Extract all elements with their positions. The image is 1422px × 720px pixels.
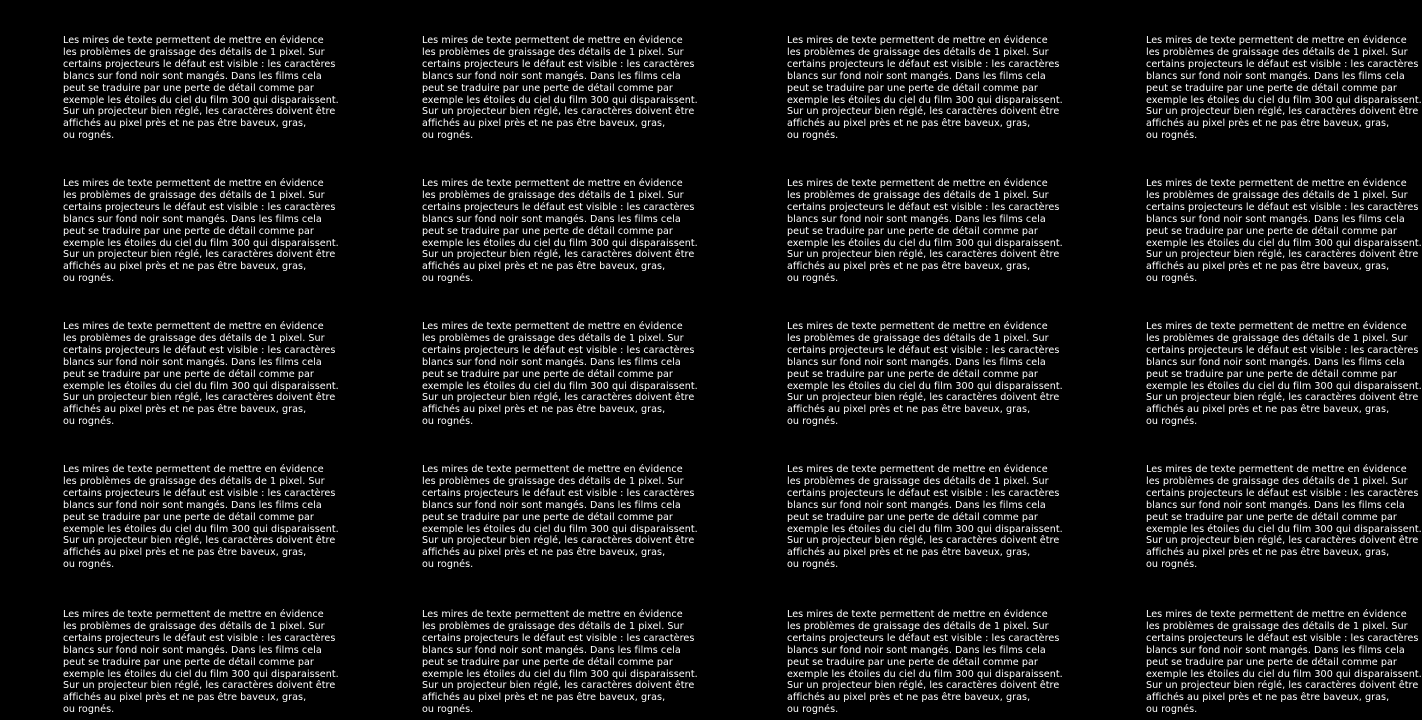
text-paragraph: Les mires de texte permettent de mettre en évidence les problèmes de graissage des détails de 1 pixel. Sur certains projecteurs le défaut est visible : les caractères blancs sur fond noir sont mangés. Dans les films cela peut se traduire par une perte de détail comme par exemple les étoiles du ciel du film 300 qui disparaissent. Sur un projecteur bien réglé, les caractères doivent être affichés au pixel près et ne pas être baveux, gras, ou rognés. xyxy=(63,321,339,428)
text-paragraph: Les mires de texte permettent de mettre en évidence les problèmes de graissage des détails de 1 pixel. Sur certains projecteurs le défaut est visible : les caractères blancs sur fond noir sont mangés. Dans les films cela peut se traduire par une perte de détail comme par exemple les étoiles du ciel du film 300 qui disparaissent. Sur un projecteur bien réglé, les caractères doivent être affichés au pixel près et ne pas être baveux, gras, ou rognés. xyxy=(63,35,339,142)
text-paragraph: Les mires de texte permettent de mettre en évidence les problèmes de graissage des détails de 1 pixel. Sur certains projecteurs le défaut est visible : les caractères blancs sur fond noir sont mangés. Dans les films cela peut se traduire par une perte de détail comme par exemple les étoiles du ciel du film 300 qui disparaissent. Sur un projecteur bien réglé, les caractères doivent être affichés au pixel près et ne pas être baveux, gras, ou rognés. xyxy=(63,609,339,716)
text-paragraph: Les mires de texte permettent de mettre en évidence les problèmes de graissage des détails de 1 pixel. Sur certains projecteurs le défaut est visible : les caractères blancs sur fond noir sont mangés. Dans les films cela peut se traduire par une perte de détail comme par exemple les étoiles du ciel du film 300 qui disparaissent. Sur un projecteur bien réglé, les caractères doivent être affichés au pixel près et ne pas être baveux, gras, ou rognés. xyxy=(1146,35,1422,142)
text-paragraph: Les mires de texte permettent de mettre en évidence les problèmes de graissage des détails de 1 pixel. Sur certains projecteurs le défaut est visible : les caractères blancs sur fond noir sont mangés. Dans les films cela peut se traduire par une perte de détail comme par exemple les étoiles du ciel du film 300 qui disparaissent. Sur un projecteur bien réglé, les caractères doivent être affichés au pixel près et ne pas être baveux, gras, ou rognés. xyxy=(422,178,698,285)
text-paragraph: Les mires de texte permettent de mettre en évidence les problèmes de graissage des détails de 1 pixel. Sur certains projecteurs le défaut est visible : les caractères blancs sur fond noir sont mangés. Dans les films cela peut se traduire par une perte de détail comme par exemple les étoiles du ciel du film 300 qui disparaissent. Sur un projecteur bien réglé, les caractères doivent être affichés au pixel près et ne pas être baveux, gras, ou rognés. xyxy=(1146,321,1422,428)
text-paragraph: Les mires de texte permettent de mettre en évidence les problèmes de graissage des détails de 1 pixel. Sur certains projecteurs le défaut est visible : les caractères blancs sur fond noir sont mangés. Dans les films cela peut se traduire par une perte de détail comme par exemple les étoiles du ciel du film 300 qui disparaissent. Sur un projecteur bien réglé, les caractères doivent être affichés au pixel près et ne pas être baveux, gras, ou rognés. xyxy=(787,609,1063,716)
text-paragraph: Les mires de texte permettent de mettre en évidence les problèmes de graissage des détails de 1 pixel. Sur certains projecteurs le défaut est visible : les caractères blancs sur fond noir sont mangés. Dans les films cela peut se traduire par une perte de détail comme par exemple les étoiles du ciel du film 300 qui disparaissent. Sur un projecteur bien réglé, les caractères doivent être affichés au pixel près et ne pas être baveux, gras, ou rognés. xyxy=(63,178,339,285)
text-paragraph: Les mires de texte permettent de mettre en évidence les problèmes de graissage des détails de 1 pixel. Sur certains projecteurs le défaut est visible : les caractères blancs sur fond noir sont mangés. Dans les films cela peut se traduire par une perte de détail comme par exemple les étoiles du ciel du film 300 qui disparaissent. Sur un projecteur bien réglé, les caractères doivent être affichés au pixel près et ne pas être baveux, gras, ou rognés. xyxy=(1146,178,1422,285)
text-paragraph: Les mires de texte permettent de mettre en évidence les problèmes de graissage des détails de 1 pixel. Sur certains projecteurs le défaut est visible : les caractères blancs sur fond noir sont mangés. Dans les films cela peut se traduire par une perte de détail comme par exemple les étoiles du ciel du film 300 qui disparaissent. Sur un projecteur bien réglé, les caractères doivent être affichés au pixel près et ne pas être baveux, gras, ou rognés. xyxy=(1146,464,1422,571)
text-paragraph: Les mires de texte permettent de mettre en évidence les problèmes de graissage des détails de 1 pixel. Sur certains projecteurs le défaut est visible : les caractères blancs sur fond noir sont mangés. Dans les films cela peut se traduire par une perte de détail comme par exemple les étoiles du ciel du film 300 qui disparaissent. Sur un projecteur bien réglé, les caractères doivent être affichés au pixel près et ne pas être baveux, gras, ou rognés. xyxy=(787,178,1063,285)
text-paragraph: Les mires de texte permettent de mettre en évidence les problèmes de graissage des détails de 1 pixel. Sur certains projecteurs le défaut est visible : les caractères blancs sur fond noir sont mangés. Dans les films cela peut se traduire par une perte de détail comme par exemple les étoiles du ciel du film 300 qui disparaissent. Sur un projecteur bien réglé, les caractères doivent être affichés au pixel près et ne pas être baveux, gras, ou rognés. xyxy=(787,321,1063,428)
text-paragraph: Les mires de texte permettent de mettre en évidence les problèmes de graissage des détails de 1 pixel. Sur certains projecteurs le défaut est visible : les caractères blancs sur fond noir sont mangés. Dans les films cela peut se traduire par une perte de détail comme par exemple les étoiles du ciel du film 300 qui disparaissent. Sur un projecteur bien réglé, les caractères doivent être affichés au pixel près et ne pas être baveux, gras, ou rognés. xyxy=(422,321,698,428)
text-paragraph: Les mires de texte permettent de mettre en évidence les problèmes de graissage des détails de 1 pixel. Sur certains projecteurs le défaut est visible : les caractères blancs sur fond noir sont mangés. Dans les films cela peut se traduire par une perte de détail comme par exemple les étoiles du ciel du film 300 qui disparaissent. Sur un projecteur bien réglé, les caractères doivent être affichés au pixel près et ne pas être baveux, gras, ou rognés. xyxy=(63,464,339,571)
text-paragraph: Les mires de texte permettent de mettre en évidence les problèmes de graissage des détails de 1 pixel. Sur certains projecteurs le défaut est visible : les caractères blancs sur fond noir sont mangés. Dans les films cela peut se traduire par une perte de détail comme par exemple les étoiles du ciel du film 300 qui disparaissent. Sur un projecteur bien réglé, les caractères doivent être affichés au pixel près et ne pas être baveux, gras, ou rognés. xyxy=(422,464,698,571)
text-paragraph: Les mires de texte permettent de mettre en évidence les problèmes de graissage des détails de 1 pixel. Sur certains projecteurs le défaut est visible : les caractères blancs sur fond noir sont mangés. Dans les films cela peut se traduire par une perte de détail comme par exemple les étoiles du ciel du film 300 qui disparaissent. Sur un projecteur bien réglé, les caractères doivent être affichés au pixel près et ne pas être baveux, gras, ou rognés. xyxy=(422,35,698,142)
text-paragraph: Les mires de texte permettent de mettre en évidence les problèmes de graissage des détails de 1 pixel. Sur certains projecteurs le défaut est visible : les caractères blancs sur fond noir sont mangés. Dans les films cela peut se traduire par une perte de détail comme par exemple les étoiles du ciel du film 300 qui disparaissent. Sur un projecteur bien réglé, les caractères doivent être affichés au pixel près et ne pas être baveux, gras, ou rognés. xyxy=(422,609,698,716)
text-paragraph: Les mires de texte permettent de mettre en évidence les problèmes de graissage des détails de 1 pixel. Sur certains projecteurs le défaut est visible : les caractères blancs sur fond noir sont mangés. Dans les films cela peut se traduire par une perte de détail comme par exemple les étoiles du ciel du film 300 qui disparaissent. Sur un projecteur bien réglé, les caractères doivent être affichés au pixel près et ne pas être baveux, gras, ou rognés. xyxy=(787,464,1063,571)
text-paragraph: Les mires de texte permettent de mettre en évidence les problèmes de graissage des détails de 1 pixel. Sur certains projecteurs le défaut est visible : les caractères blancs sur fond noir sont mangés. Dans les films cela peut se traduire par une perte de détail comme par exemple les étoiles du ciel du film 300 qui disparaissent. Sur un projecteur bien réglé, les caractères doivent être affichés au pixel près et ne pas être baveux, gras, ou rognés. xyxy=(1146,609,1422,716)
text-paragraph: Les mires de texte permettent de mettre en évidence les problèmes de graissage des détails de 1 pixel. Sur certains projecteurs le défaut est visible : les caractères blancs sur fond noir sont mangés. Dans les films cela peut se traduire par une perte de détail comme par exemple les étoiles du ciel du film 300 qui disparaissent. Sur un projecteur bien réglé, les caractères doivent être affichés au pixel près et ne pas être baveux, gras, ou rognés. xyxy=(787,35,1063,142)
